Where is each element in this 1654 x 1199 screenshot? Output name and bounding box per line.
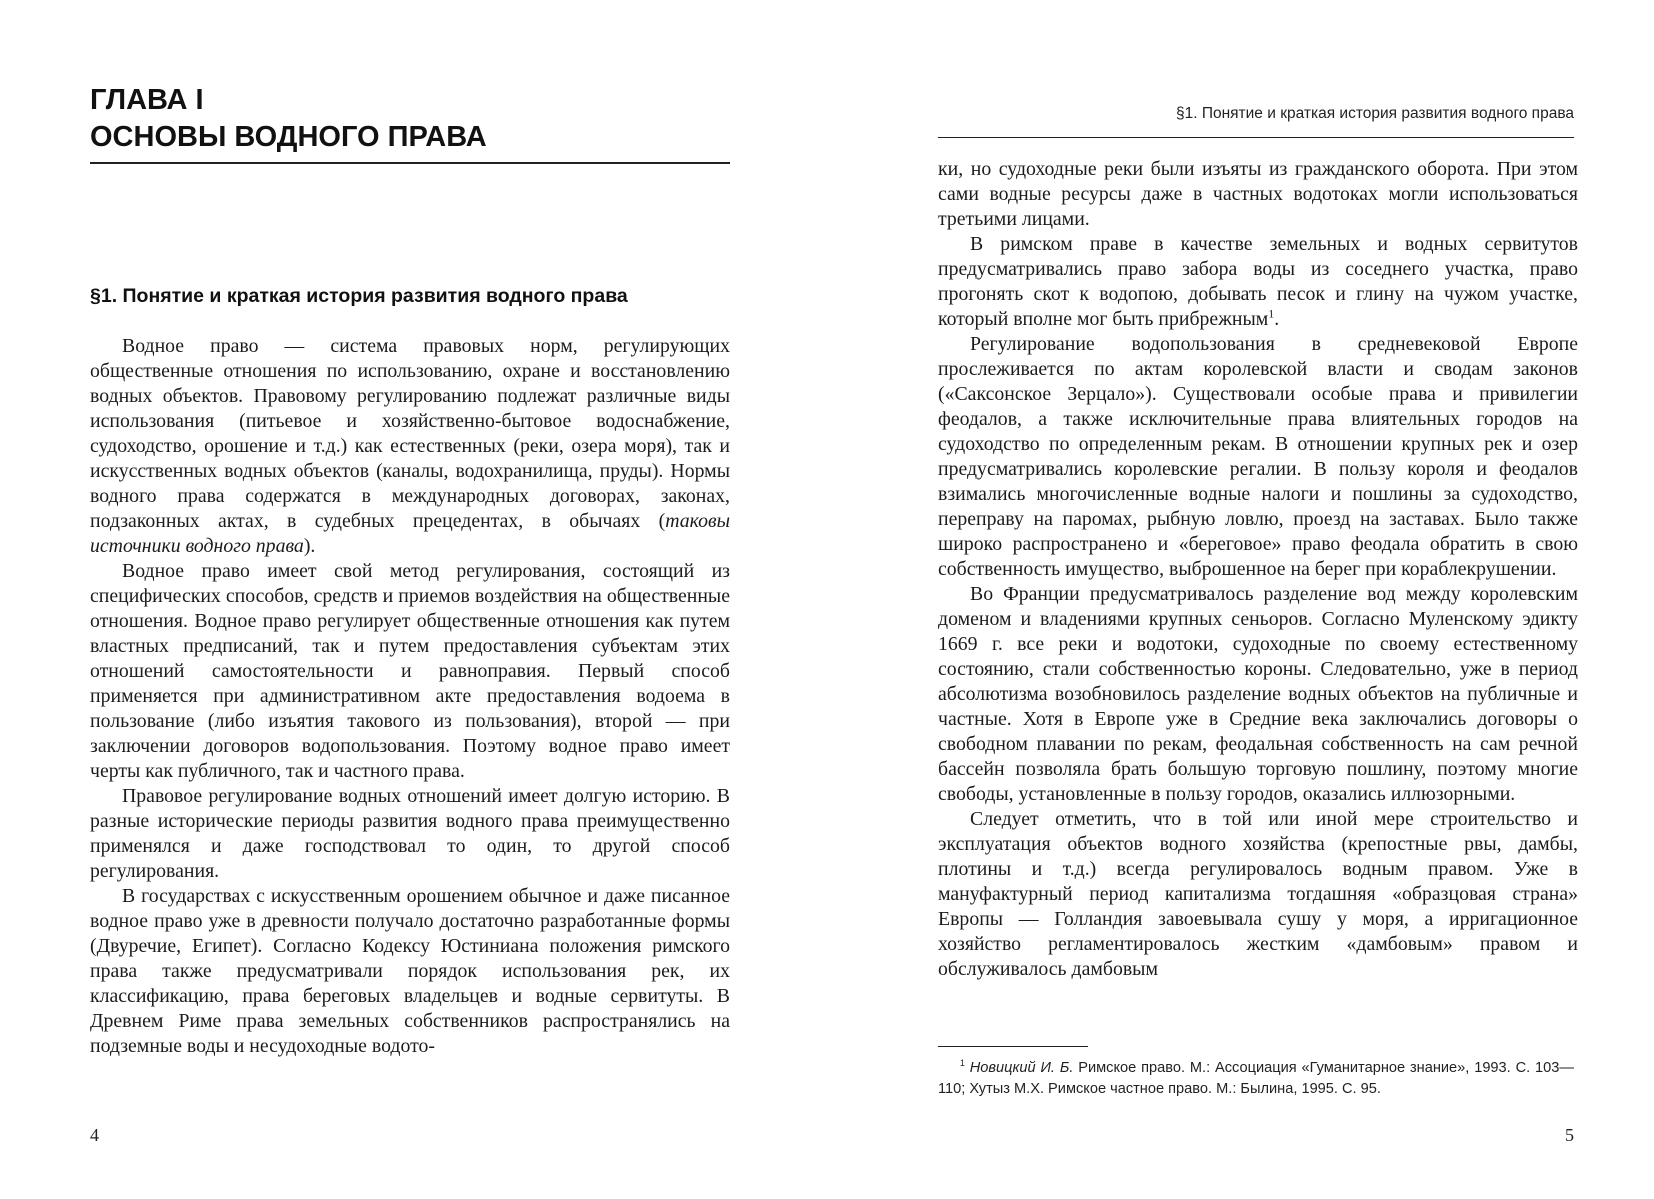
running-header: §1. Понятие и краткая история развития водного права: [1175, 105, 1574, 122]
paragraph: Правовое регулирование водных отношений имеет долгую историю. В разные исторические периоды развития водного права преимущественно применялся и даже господствовал то один, то другой способ регулирования.: [90, 785, 730, 882]
page-number-left: 4: [90, 1125, 99, 1145]
page-number-right: 5: [1565, 1125, 1574, 1145]
paragraph: В государствах с искусственным орошением обычное и даже писанное водное право уже в древности получало достаточно разработанные формы (Двуречие, Египет). Согласно Кодексу Юстиниана положения римского права также предусматривали порядок использования рек, их классификацию, права береговых владельцев и водные сервитуты. В Древнем Риме права земельных собственников распространялись на подземные воды и несудоходные водото-: [90, 885, 730, 1057]
chapter-name: ОСНОВЫ ВОДНОГО ПРАВА: [90, 121, 487, 153]
footnote: [938, 1058, 1574, 1100]
paragraph: Регулирование водопользования в средневековой Европе прослеживается по актам королевской власти и сводам законов («Саксонское Зерцало»). Существовали особые права и привилегии феодалов, а также исключительные права влиятельных городов на судоходство по определенным рекам. В отношении крупных рек и озер предусматривались королевские регалии. В пользу короля и феодалов взимались многочисленные водные налоги и пошлины за судоходство, переправу на паромах, рыбную ловлю, проезд на заставах. Было также широко распространено и «береговое» право феодала обратить в свою собственность имущество, выброшенное на берег при кораблекрушении.: [938, 333, 1578, 580]
paragraph: Водное право — система правовых норм, регулирующих общественные отношения по использованию, охране и восстановлению водных объектов. Правовому регулированию подлежат различные виды использования (питьевое и хозяйственно-бытовое водоснабжение, судоходство, орошение и т.д.) как естественных (реки, озера моря), так и искусственных водных объектов (каналы, водохранилища, пруды). Нормы водного права содержатся в международных договорах, законах, подзаконных актах, в судебных прецедентах, в обычаях (таковы источники водного права).: [90, 335, 730, 557]
paragraph-continued: ки, но судоходные реки были изъяты из гражданского оборота. При этом сами водные ресурсы даже в частных водотоках могли использоваться третьими лицами.: [938, 158, 1578, 230]
footnote-author: Новицкий И. Б.: [969, 1060, 1074, 1076]
chapter-number: ГЛАВА I: [90, 84, 204, 116]
paragraph: Во Франции предусматривалось разделение вод между королевским доменом и владениями крупных сеньоров. Согласно Муленскому эдикту 1669 г. все реки и водотоки, судоходные по своему естественному состоянию, стали собственностью короны. Следовательно, уже в период абсолютизма возобновилось разделение водных объектов на публичные и частные. Хотя в Европе уже в Средние века заключались договоры о свободном плавании по рекам, феодальная собственность на сам речной бассейн позволяла брать большую торговую пошлину, поэтому многие свободы, установленные в пользу городов, оказались иллюзорными.: [938, 583, 1578, 805]
chapter-title: [90, 82, 730, 156]
paragraph: Следует отметить, что в той или иной мере строительство и эксплуатация объектов водного хозяйства (крепостные рвы, дамбы, плотины и т.д.) всегда регулировалось водным правом. Уже в мануфактурный период капитализма тогдашняя «образцовая страна» Европы — Голландия завоевывала сушу у моря, а ирригационное хозяйство регламентировалось жестким «дамбовым» правом и обслуживалось дамбовым: [938, 808, 1578, 980]
header-divider: [938, 137, 1574, 138]
footnote-text: Римское право. М.: Ассоциация «Гуманитарное знание», 1993. С. 103—110; Хутыз М.Х. Римское частное право. М.: Былина, 1995. С. 95.: [938, 1060, 1574, 1097]
footnote-marker: 1: [960, 1058, 965, 1069]
chapter-divider: [90, 162, 730, 164]
footnote-divider: [938, 1046, 1088, 1047]
footnote-reference: 1: [1268, 306, 1275, 321]
paragraph: Водное право имеет свой метод регулирования, состоящий из специфических способов, средств и приемов воздействия на общественные отношения. Водное право регулирует общественные отношения как путем властных предписаний, так и путем предоставления субъектам этих отношений самостоятельности и равноправия. Первый способ применяется при административном акте предоставления водоема в пользование (либо изъятия такового из пользования), второй — при заключении договоров водопользования. Поэтому водное право имеет черты как публичного, так и частного права.: [90, 560, 730, 782]
paragraph: В римском праве в качестве земельных и водных сервитутов предусматривались право забора воды из соседнего участка, право прогонять скот к водопою, добывать песок и глину на чужом участке, который вполне мог быть прибрежным$^1$.: [938, 233, 1578, 330]
italic-phrase: таковы источники водного права: [90, 510, 730, 557]
left-body-text: [90, 334, 730, 1059]
right-body-text: [938, 157, 1578, 982]
section-title: §1. Понятие и краткая история развития водного права: [90, 285, 628, 307]
